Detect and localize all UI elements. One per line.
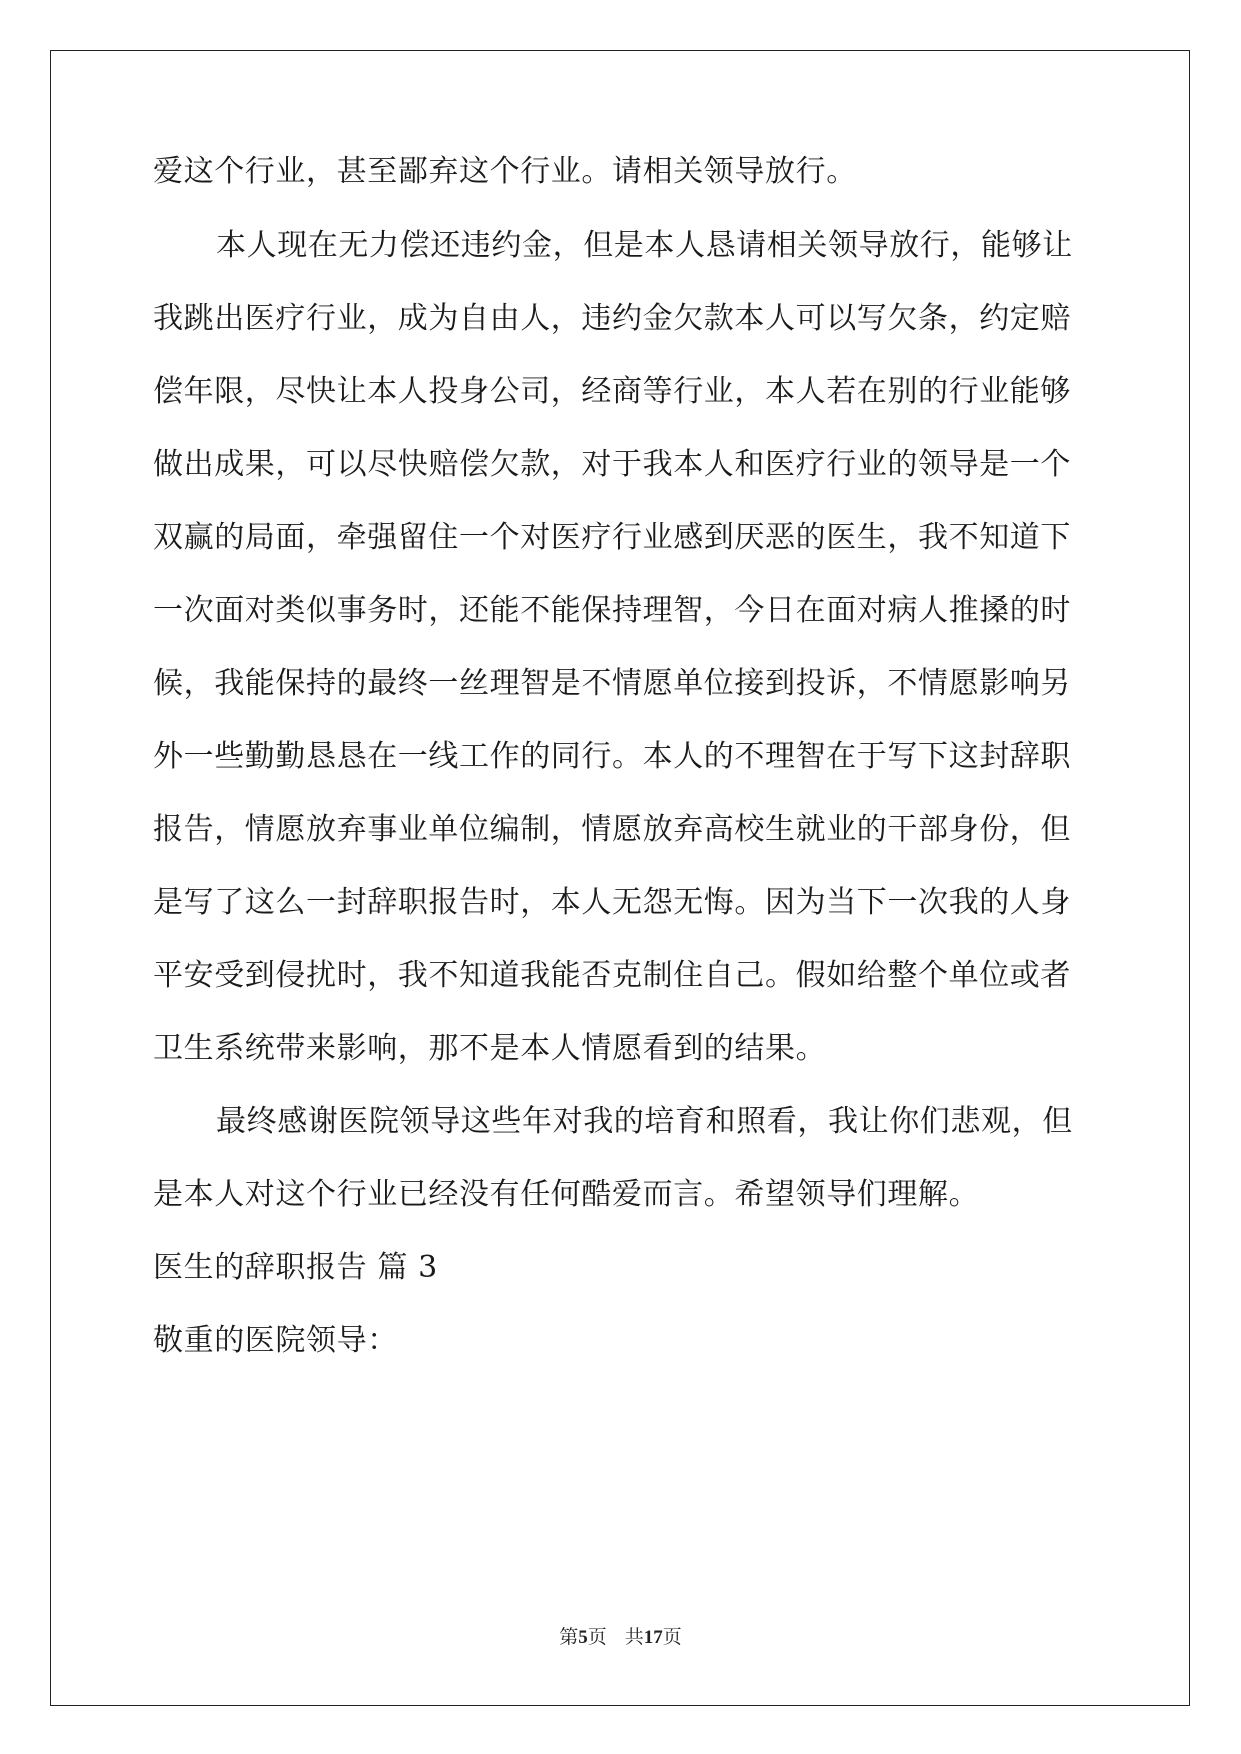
page-number: 5 xyxy=(578,1627,588,1648)
text-line: 外一些勤勤恳恳在一线工作的同行。本人的不理智在于写下这封辞职 xyxy=(153,739,1071,774)
text-line: 一次面对类似事务时，还能不能保持理智，今日在面对病人推搡的时 xyxy=(153,593,1071,628)
total-prefix: 共 xyxy=(624,1627,644,1648)
paragraph-start-line: 最终感谢医院领导这些年对我的培育和照看，我让你们悲观，但 xyxy=(216,1104,1073,1139)
text-line: 我跳出医疗行业，成为自由人，违约金欠款本人可以写欠条，约定赔 xyxy=(153,301,1071,336)
text-line: 双赢的局面，牵强留住一个对医疗行业感到厌恶的医生，我不知道下 xyxy=(153,520,1071,555)
text-line: 候，我能保持的最终一丝理智是不情愿单位接到投诉，不情愿影响另 xyxy=(153,666,1071,701)
page-suffix: 页 xyxy=(587,1627,607,1648)
text-line: 偿年限，尽快让本人投身公司，经商等行业，本人若在别的行业能够 xyxy=(153,374,1071,409)
salutation: 敬重的医院领导： xyxy=(153,1323,398,1358)
text-line: 爱这个行业，甚至鄙弃这个行业。请相关领导放行。 xyxy=(153,154,857,189)
page-footer xyxy=(0,1626,1241,1650)
paragraph-start-line: 本人现在无力偿还违约金，但是本人恳请相关领导放行，能够让 xyxy=(216,228,1073,263)
total-pages: 17 xyxy=(643,1627,663,1648)
text-line: 是写了这么一封辞职报告时，本人无怨无悔。因为当下一次我的人身 xyxy=(153,885,1071,920)
page-prefix: 第 xyxy=(559,1627,579,1648)
text-line: 卫生系统带来影响，那不是本人情愿看到的结果。 xyxy=(153,1031,827,1066)
text-line: 做出成果，可以尽快赔偿欠款，对于我本人和医疗行业的领导是一个 xyxy=(153,447,1071,482)
section-heading: 医生的辞职报告 篇 3 xyxy=(153,1250,438,1285)
total-suffix: 页 xyxy=(662,1627,682,1648)
text-line: 报告，情愿放弃事业单位编制，情愿放弃高校生就业的干部身份，但 xyxy=(153,812,1071,847)
text-line: 平安受到侵扰时，我不知道我能否克制住自己。假如给整个单位或者 xyxy=(153,958,1071,993)
text-line: 是本人对这个行业已经没有任何酷爱而言。希望领导们理解。 xyxy=(153,1177,980,1212)
